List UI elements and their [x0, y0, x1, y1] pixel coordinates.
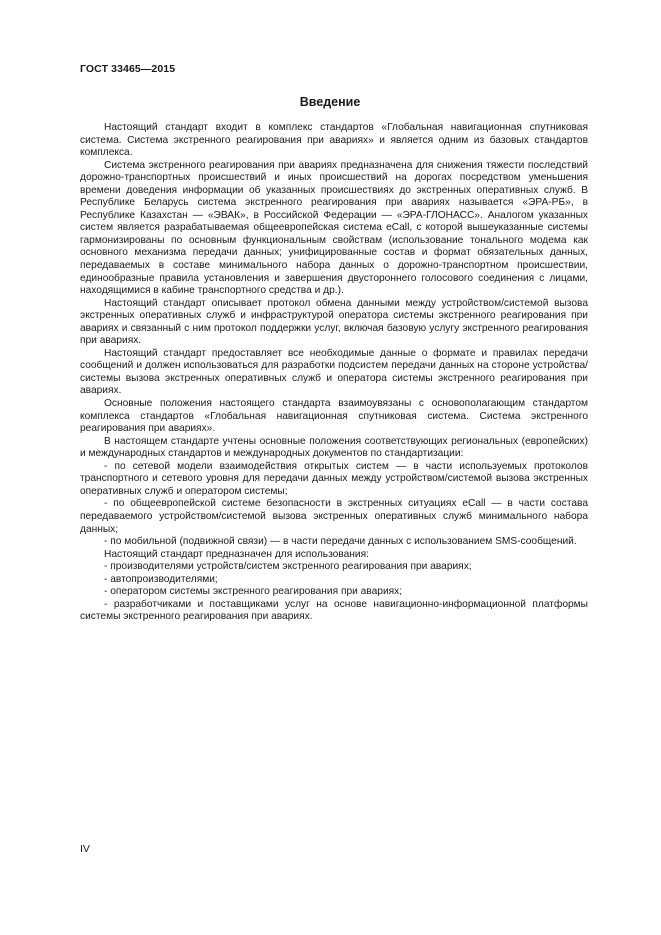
list-item: - по сетевой модели взаимодействия открытых систем — в части используемых протоколов транспортного и сетевого уровня для передачи данных между устройством/системой вызова экстренных оперативных служб и оператором системы;	[80, 460, 588, 497]
body-text	[80, 122, 588, 624]
list-item: - разработчиками и поставщиками услуг на основе навигационно-информационной платформы системы экстренного реагирования при авариях.	[80, 598, 588, 623]
list-item: - оператором системы экстренного реагирования при авариях;	[104, 586, 403, 598]
document-header: ГОСТ 33465—2015	[80, 63, 176, 75]
paragraph: Настоящий стандарт предоставляет все необходимые данные о формате и правилах передачи сообщений и должен использоваться для разработки подсистем передачи данных на стороне устройства/системы вызова экстренных оперативных служб и оператора системы экстренного реагирования при авариях.	[80, 347, 588, 397]
paragraph: Основные положения настоящего стандарта взаимоувязаны с основополагающим стандартом комплекса стандартов «Глобальная навигационная спутниковая система. Система экстренного реагирования при авариях».	[80, 398, 588, 435]
list-item: - автопроизводителями;	[104, 573, 218, 585]
paragraph: Система экстренного реагирования при авариях предназначена для снижения тяжести последствий дорожно-транспортных происшествий и иных происшествий на дорогах посредством уменьшения времени доведения информации об указанных происшествиях до экстренных оперативных служб. В Республике Беларусь система экстренного реагирования при авариях называется «ЭРА-РБ», в Республике Казахстан — «ЭВАК», в Российской Федерации — «ЭРА-ГЛОНАСС». Аналогом указанных систем является разрабатываемая общеевропейская система eCall, с которой вышеуказанные системы гармонизированы по основным функциональным свойствам (использование тонального модема как основного механизма передачи данных; унифицированные состав и формат обязательных данных, передаваемых в составе минимального набора данных о дорожно-транспортном происшествии, единообразные правила установления и завершения двустороннего голосового соединения с лицами, находящимися в кабине транспортного средства и др.).	[80, 159, 588, 297]
paragraph: Настоящий стандарт описывает протокол обмена данными между устройством/системой вызова экстренных оперативных служб и инфраструктурой оператора системы экстренного реагирования при авариях и связанный с ним протокол поддержки услуг, включая базовую услугу экстренного реагирования при авариях.	[80, 297, 588, 347]
paragraph: В настоящем стандарте учтены основные положения соответствующих региональных (европейских) и международных стандартов и международных документов по стандартизации:	[80, 435, 588, 460]
list-item: - производителями устройств/систем экстренного реагирования при авариях;	[104, 561, 472, 573]
paragraph: Настоящий стандарт предназначен для использования:	[104, 548, 369, 560]
section-title: Введение	[299, 95, 361, 109]
list-item: - по общеевропейской системе безопасности в экстренных ситуациях eCall — в части состава передаваемого устройством/системой вызова экстренных оперативных служб минимального набора данных;	[80, 498, 588, 535]
list-item: - по мобильной (подвижной связи) — в части передачи данных с использованием SMS-сообщений.	[104, 536, 577, 548]
page-number: IV	[80, 843, 90, 855]
paragraph: Настоящий стандарт входит в комплекс стандартов «Глобальная навигационная спутниковая система. Система экстренного реагирования при авариях» и является одним из базовых стандартов комплекса.	[80, 122, 588, 159]
